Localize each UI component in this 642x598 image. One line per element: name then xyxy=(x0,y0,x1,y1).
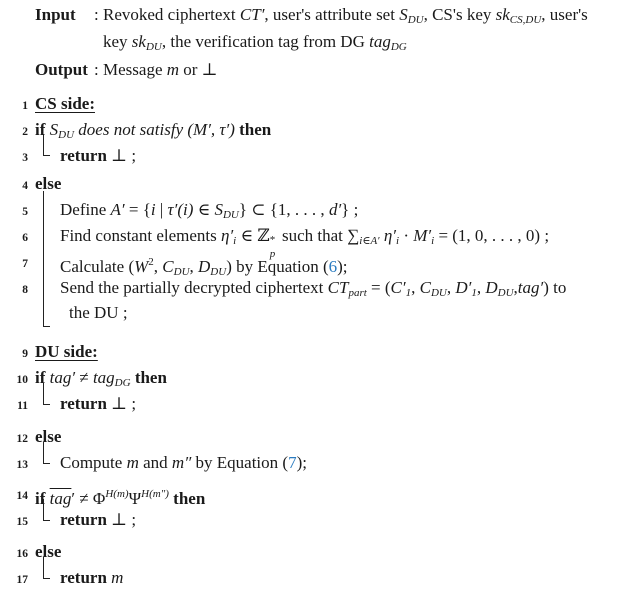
line-number: 14 xyxy=(16,490,28,502)
line-number: 15 xyxy=(16,516,28,528)
line-content: return ⊥ ; xyxy=(60,146,137,165)
line-number: 5 xyxy=(22,206,28,218)
line-number: 6 xyxy=(22,232,28,244)
line-number: 4 xyxy=(22,180,28,192)
line-content: if tag′ ≠ tag$_{DG}$ then xyxy=(35,368,167,389)
line-number: 16 xyxy=(16,548,28,560)
line-number: 13 xyxy=(16,459,28,471)
block-bar-end xyxy=(43,520,50,521)
line-number: 3 xyxy=(22,152,28,164)
line-content: if $\overline{tag}' \ne \Phi^{H(m)}\Psi^{H(m'')}$ then xyxy=(35,488,206,508)
block-bar-end xyxy=(43,404,50,405)
block-bar xyxy=(43,191,44,326)
line-number: 11 xyxy=(17,400,28,412)
block-bar-end xyxy=(43,578,50,579)
else-keyword: else xyxy=(35,427,62,446)
equation-6-link[interactable]: 6 xyxy=(328,257,338,276)
line-content: Calculate ($W^2$, $C_{DU}$, $D_{DU}$) by Equation (6); xyxy=(60,256,348,278)
cs-side-heading: CS side: xyxy=(35,94,95,113)
block-bar-end xyxy=(43,155,50,156)
output-text: Message m or ⊥ xyxy=(103,60,218,79)
line-content: if $S_{DU}$ does not satisfy (M′, τ′) then xyxy=(35,120,272,141)
input-text-line1: Revoked ciphertext CT′, user's attribute set $S_{DU}$, CS's key $sk_{CS,DU}$, user's xyxy=(103,5,588,26)
line-number: 9 xyxy=(22,348,28,360)
block-bar xyxy=(43,442,44,463)
equation-7-link[interactable]: 7 xyxy=(288,453,297,472)
line-content: Find constant elements $\eta'_i$ ∈ ℤ * p such that $\sum_{i\in A'}$ $\eta'_i \cdot M'_i = (1$, 0, . . . , 0) ; xyxy=(60,226,550,260)
line-content: Define A′ = {i | τ′(i) ∈ $S_{DU}$} ⊂ {1, . . . , d′} ; xyxy=(60,200,359,221)
line-number: 12 xyxy=(16,433,28,445)
line-content: Compute m and m″ by Equation (7); xyxy=(60,453,307,472)
line-content: Send the partially decrypted ciphertext $CT_{part} = (C'_1$, $C_{DU}$, $D'_1$, $D_{DU},tag'$) to xyxy=(60,278,567,299)
line-number: 2 xyxy=(22,126,28,138)
else-keyword: else xyxy=(35,174,62,193)
line-number: 1 xyxy=(22,100,28,112)
block-bar xyxy=(43,499,44,520)
line-content: return ⊥ ; xyxy=(60,394,137,413)
line-content: return ⊥ ; xyxy=(60,510,137,529)
block-bar-end xyxy=(43,326,50,327)
input-label: Input xyxy=(35,5,76,24)
line-content: return m xyxy=(60,568,124,587)
line-number: 10 xyxy=(16,374,28,386)
line-content: the DU ; xyxy=(69,303,128,322)
block-bar xyxy=(43,383,44,404)
output-colon: : xyxy=(94,60,99,79)
output-label: Output xyxy=(35,60,88,79)
input-colon: : xyxy=(94,5,99,24)
line-number: 17 xyxy=(16,574,28,586)
block-bar xyxy=(43,557,44,578)
du-side-heading: DU side: xyxy=(35,342,98,361)
block-bar xyxy=(43,134,44,155)
line-number: 8 xyxy=(22,284,28,296)
line-number: 7 xyxy=(22,258,28,270)
else-keyword: else xyxy=(35,542,62,561)
block-bar-end xyxy=(43,463,50,464)
input-text-line2: key $sk_{DU}$, the verification tag from DG tag$_{DG}$ xyxy=(103,32,407,53)
